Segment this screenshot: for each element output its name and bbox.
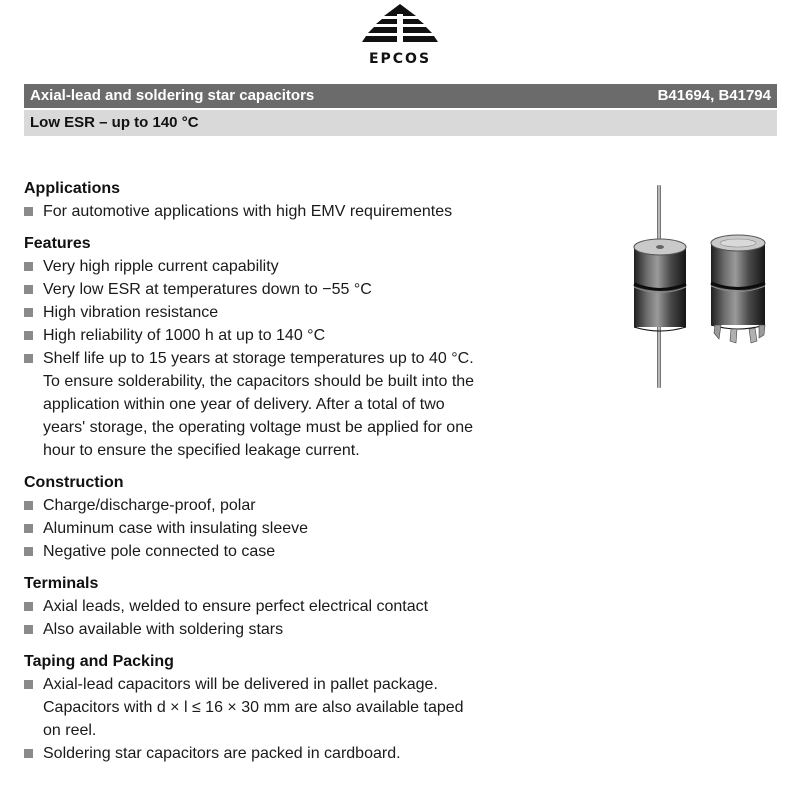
list-item: For automotive applications with high EMV requirementes (24, 200, 584, 223)
capacitor-images (625, 183, 775, 393)
list-item: Very high ripple current capability (24, 255, 584, 278)
list-item (24, 673, 584, 742)
taping-section (24, 651, 584, 765)
soldering-star-capacitor-image (711, 235, 765, 343)
list-item-line: Shelf life up to 15 years at storage temperatures up to 40 °C. (43, 350, 474, 367)
section-heading: Taping and Packing (24, 653, 174, 670)
content (24, 178, 584, 775)
epcos-logo (360, 2, 440, 68)
list-item-line: application within one year of delivery. After a total of two (43, 396, 445, 413)
construction-section (24, 472, 584, 563)
document-title: Axial-lead and soldering star capacitors (30, 87, 315, 104)
terminals-section (24, 573, 584, 641)
subtitle-bar (24, 110, 777, 136)
list-item: Charge/discharge-proof, polar (24, 494, 584, 517)
document-subtitle: Low ESR – up to 140 °C (30, 114, 199, 131)
section-heading: Features (24, 235, 91, 252)
list-item: Very low ESR at temperatures down to −55 °C (24, 278, 584, 301)
title-bar (24, 84, 777, 108)
list-item: Also available with soldering stars (24, 618, 584, 641)
list-item: High vibration resistance (24, 301, 584, 324)
list-item: Soldering star capacitors are packed in cardboard. (24, 742, 584, 765)
list-item: High reliability of 1000 h at up to 140 °C (24, 324, 584, 347)
list-item-line: years' storage, the operating voltage must be applied for one (43, 419, 473, 436)
list-item-line: hour to ensure the specified leakage current. (43, 442, 360, 459)
brand-name: EPCOS (368, 51, 432, 67)
list-item-line: on reel. (43, 722, 97, 739)
features-section (24, 233, 584, 462)
list-item: Negative pole connected to case (24, 540, 584, 563)
section-heading: Terminals (24, 575, 99, 592)
section-heading: Construction (24, 474, 124, 491)
list-item-line: To ensure solderability, the capacitors should be built into the (43, 373, 475, 390)
list-item-line: Capacitors with d × l ≤ 16 × 30 mm are also available taped (43, 699, 464, 716)
list-item: Aluminum case with insulating sleeve (24, 517, 584, 540)
list-item-line: Axial-lead capacitors will be delivered in pallet package. (43, 676, 438, 693)
list-item: Axial leads, welded to ensure perfect electrical contact (24, 595, 584, 618)
section-heading: Applications (24, 180, 121, 197)
part-numbers: B41694, B41794 (657, 87, 771, 104)
epcos-logo-icon (360, 2, 440, 52)
list-item (24, 347, 584, 462)
axial-capacitor-image (634, 185, 686, 388)
applications-section (24, 178, 584, 223)
